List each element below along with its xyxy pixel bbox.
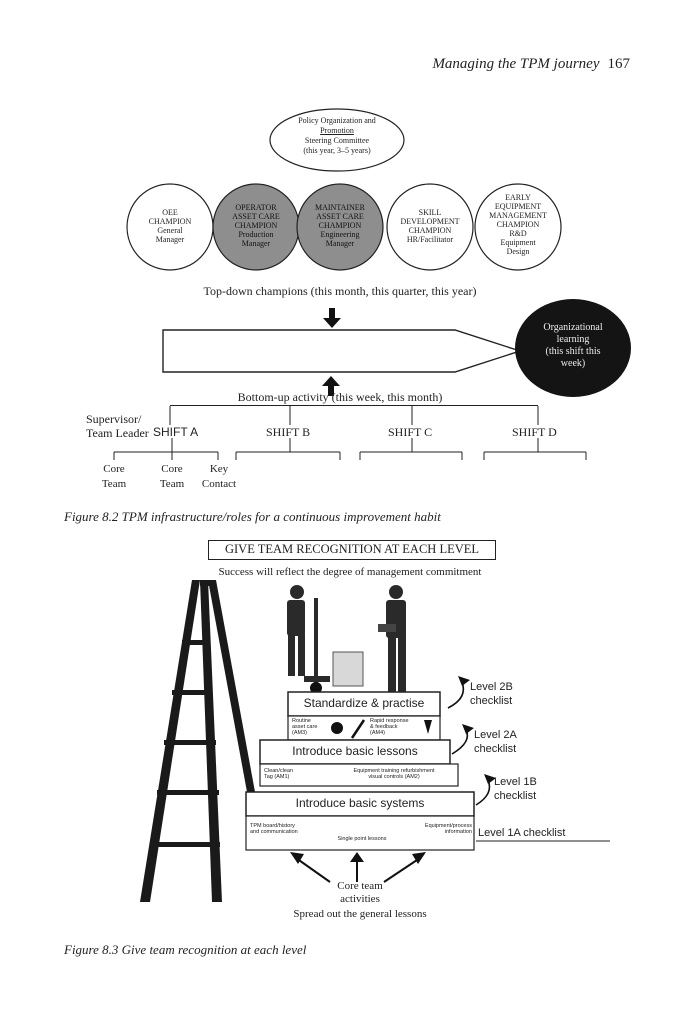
am3-l1: Routine [292,718,311,724]
figure-8-2-caption: Figure 8.2 TPM infrastructure/roles for a continuous improvement habit [64,509,441,524]
champion-maintainer-l3: CHAMPION [318,221,362,230]
worker-right-illustration [378,585,406,692]
level-1b-l1: Level 1B [494,776,537,788]
team-core-2-l1: Core [161,463,183,475]
shift-c-bracket [360,438,462,460]
team-core-1-l1: Core [103,463,125,475]
am1-l2: Tag (AM1) [264,774,290,780]
champion-maintainer-l4: Engineering [320,230,360,239]
am3-label [292,718,332,736]
champion-early-l3: MANAGEMENT [489,211,547,220]
core-team-arrows [290,852,426,882]
top-down-label: Top-down champions (this month, this quarter, this year) [203,284,477,298]
level-1b-arrow [476,774,496,805]
core-team-l1: Core team [337,880,383,892]
level-1b-l2: checklist [494,790,537,802]
level-1b-label [494,775,537,803]
shift-a: SHIFT A [153,425,199,439]
core-team-l2: activities [340,893,380,905]
champion-early-l5: R&D [509,229,527,238]
am3-l2: asset care [292,724,318,730]
steering-line-3: Steering Committee [304,136,370,145]
org-learning-l1: Organizational [543,322,603,333]
shift-d-bracket [484,438,586,460]
level-2b-l2: checklist [470,695,513,707]
champion-skill-l4: HR/Facilitator [406,235,454,244]
org-learning-l2: learning [556,334,590,345]
level-2a-l1: Level 2A [474,729,517,741]
level-2b-arrow [448,676,470,708]
team-key-l1: Key [209,463,229,475]
am4-l2: & feedback [370,724,398,730]
champion-operator-l4: Production [238,230,274,239]
am1-l1: Clean/clean [264,768,294,774]
champion-oee-l4: Manager [155,235,185,244]
team-core-1-l2: Team [101,478,127,490]
bottom-up-label: Bottom-up activity (this week, this month) [237,390,443,404]
team-key-l2: Contact [201,478,237,490]
supervisor-l2: Team Leader [86,426,149,440]
supervisor-l1: Supervisor/ [86,412,142,426]
level-2b-l1: Level 2B [470,681,513,693]
champion-operator-l3: CHAMPION [234,221,278,230]
recognition-title: GIVE TEAM RECOGNITION AT EACH LEVEL [208,540,496,560]
am3-l3: (AM3) [292,730,307,736]
recognition-subtitle: Success will reflect the degree of management commitment [218,566,482,578]
shift-a-bracket [114,438,218,460]
champion-operator [216,203,296,248]
champion-early-l6: Equipment [500,238,536,247]
level-2a-arrow [452,724,474,754]
champion-maintainer-l5: Manager [325,239,355,248]
level-2a-l2: checklist [474,743,517,755]
figure-8-3-caption: Figure 8.3 Give team recognition at each level [64,942,307,957]
shift-d: SHIFT D [512,425,557,439]
champion-early [476,193,560,256]
steering-line-2: Promotion [320,126,354,135]
step-mid-title: Introduce basic lessons [292,744,418,758]
step-top-title: Standardize & practise [303,696,425,710]
apple-icon [331,722,343,734]
champion-oee-l2: CHAMPION [148,217,192,226]
champion-early-l1: EARLY [505,193,531,202]
down-arrow-icon [323,308,341,328]
org-learning-l3: (this shift this [545,346,601,357]
figure-8-3 [0,530,686,1024]
am4-l3: (AM4) [370,730,385,736]
worker-left-illustration [287,585,363,694]
core-team-label [300,880,420,906]
champion-maintainer-l2: ASSET CARE [316,212,364,221]
steering-line-1: Policy Organization and [298,116,376,125]
level-1a-label: Level 1A checklist [478,827,566,839]
champion-operator-l5: Manager [241,239,271,248]
shift-c: SHIFT C [388,425,433,439]
base-right-label [410,823,472,835]
level-2b-label [470,680,513,708]
base-l1: TPM board/history [250,823,295,829]
org-learning-l4: week) [560,358,586,369]
champion-oee-l3: General [157,226,183,235]
am2-label [334,768,454,780]
org-learning-text [518,322,628,370]
champion-early-l4: CHAMPION [496,220,540,229]
team-core-2-l2: Team [159,478,185,490]
champion-oee [130,208,210,244]
steering-committee [272,116,402,156]
page-number: 167 [607,56,630,72]
champion-maintainer-l1: MAINTAINER [314,203,366,212]
base-center-label: Single point lessons [337,836,387,842]
base-r2: information [444,829,472,835]
champion-operator-l2: ASSET CARE [232,212,280,221]
header-title: Managing the TPM journey [432,56,600,72]
level-2a-label [474,728,517,756]
supervisor-label [86,412,149,440]
base-r1: Equipment/process [424,823,472,829]
step-base-title: Introduce basic systems [295,796,425,810]
champion-skill [388,208,472,244]
am4-l1: Rapid response [370,718,409,724]
shift-b-bracket [236,438,340,460]
champion-early-l2: EQUIPMENT [494,202,542,211]
am2-l2: visual controls (AM2) [368,774,420,780]
base-l2: and communication [250,829,298,835]
champion-skill-l2: DEVELOPMENT [400,217,460,226]
champion-early-l7: Design [506,247,530,256]
champion-maintainer [300,203,380,248]
champion-operator-l1: OPERATOR [235,203,277,212]
champion-skill-l1: SKILL [418,208,442,217]
steering-line-4: (this year, 3–5 years) [303,146,371,155]
base-left-label [250,823,310,835]
champion-oee-l1: OEE [162,208,178,217]
bottom-up-line [170,405,538,406]
shift-b: SHIFT B [266,425,311,439]
team-core-2 [152,462,192,492]
team-key-contact [196,462,242,492]
am1-label [264,768,314,780]
team-core-1 [94,462,134,492]
champion-skill-l3: CHAMPION [408,226,452,235]
block-arrow [163,330,520,372]
spread-lessons-label: Spread out the general lessons [293,908,427,920]
ladder-illustration [140,580,262,902]
am2-l1: Equipment training refurbishment [353,768,435,774]
am4-label [370,718,426,736]
